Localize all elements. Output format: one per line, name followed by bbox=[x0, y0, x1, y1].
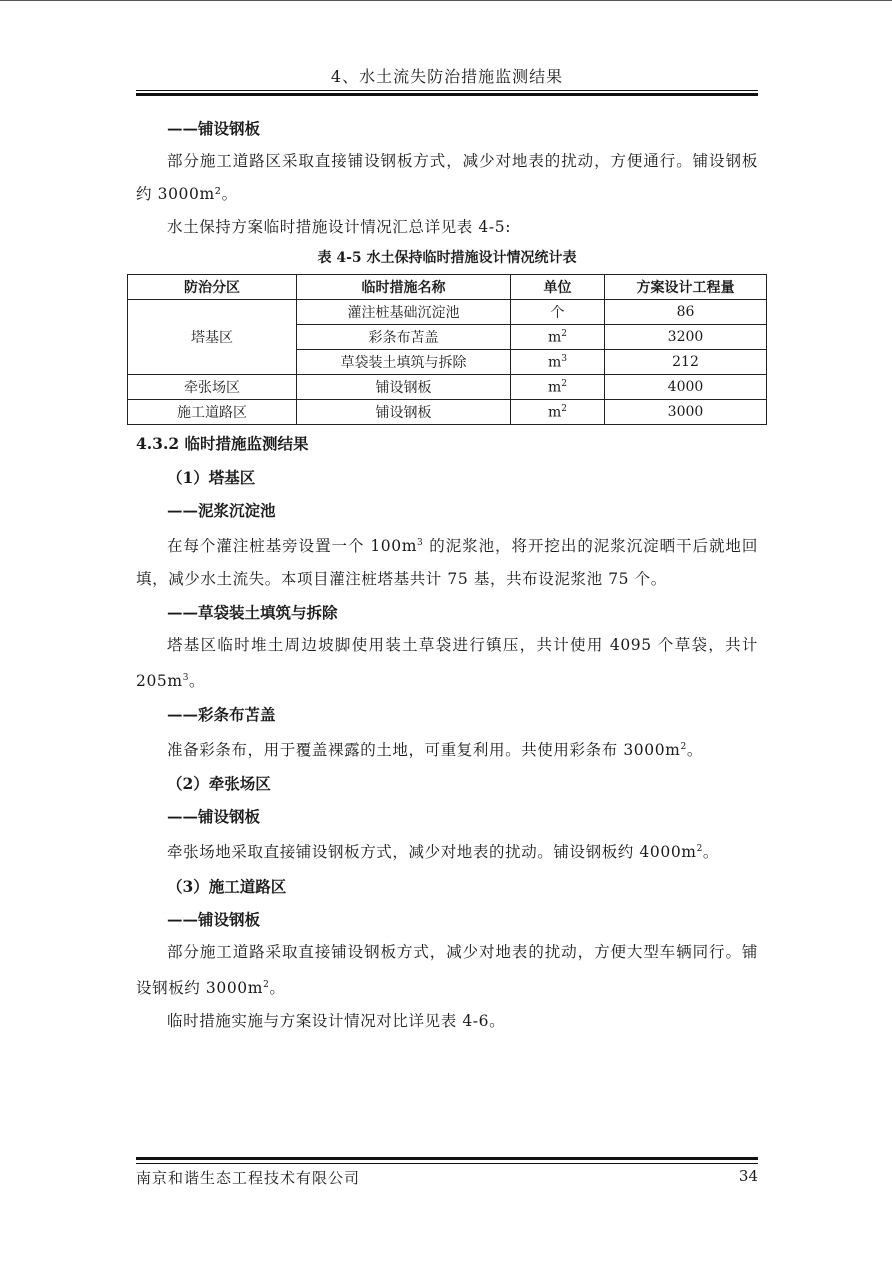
page-content bbox=[136, 112, 758, 1038]
closing-paragraph: 临时措施实施与方案设计情况对比详见表 4-6。 bbox=[167, 1011, 506, 1030]
subsection-tower-base: （1）塔基区 bbox=[167, 468, 256, 487]
footer-rule-thin bbox=[136, 1163, 758, 1164]
page-header-title: 4、水土流失防治措施监测结果 bbox=[330, 67, 564, 86]
text-part: 。 bbox=[269, 978, 286, 997]
heading-steel-plate-road: ——铺设钢板 bbox=[167, 909, 261, 929]
page-number: 34 bbox=[738, 1167, 758, 1185]
heading-sandbag: ——草袋装土填筑与拆除 bbox=[167, 603, 338, 623]
paragraph-sandbag bbox=[136, 629, 758, 698]
measures-table bbox=[127, 274, 767, 425]
cell-quantity: 86 bbox=[605, 300, 767, 325]
unit-base: 个 bbox=[550, 305, 565, 321]
superscript: 2 bbox=[696, 844, 703, 855]
unit-exponent: 2 bbox=[561, 403, 567, 414]
cell-zone: 施工道路区 bbox=[128, 400, 297, 425]
superscript: 2 bbox=[263, 979, 270, 990]
cell-unit bbox=[511, 350, 605, 375]
intro-paragraph-1: 部分施工道路区采取直接铺设钢板方式，减少对地表的扰动，方便通行。铺设钢板约 3000m²。 bbox=[136, 152, 758, 203]
text-part: 。 bbox=[189, 672, 206, 691]
table-row bbox=[128, 300, 767, 325]
cell-quantity: 212 bbox=[605, 350, 767, 375]
paragraph-mud-pond bbox=[136, 527, 758, 596]
cell-quantity: 3200 bbox=[605, 325, 767, 350]
text-part: 。 bbox=[686, 741, 703, 760]
paragraph-steel-plate-tension bbox=[136, 833, 758, 869]
subsection-construction-road: （3）施工道路区 bbox=[167, 876, 287, 896]
header-measure: 临时措施名称 bbox=[297, 275, 511, 300]
cell-unit bbox=[511, 400, 605, 425]
footer-rule-thick bbox=[136, 1157, 758, 1160]
text-part: 。 bbox=[702, 843, 720, 862]
cell-measure: 铺设钢板 bbox=[297, 375, 511, 400]
unit-base: m bbox=[547, 329, 562, 346]
text-part: 在每个灌注桩基旁设置一个 100m bbox=[167, 537, 418, 556]
text-part: 准备彩条布，用于覆盖裸露的土地，可重复利用。共使用彩条布 3000m bbox=[167, 741, 681, 760]
unit-exponent: 3 bbox=[561, 353, 567, 364]
cell-unit bbox=[511, 325, 605, 350]
unit-base: m bbox=[547, 354, 562, 371]
heading-mud-pond: ——泥浆沉淀池 bbox=[167, 501, 276, 520]
footer-company: 南京和谐生态工程技术有限公司 bbox=[136, 1169, 361, 1187]
heading-steel-plate-tension: ——铺设钢板 bbox=[167, 807, 261, 827]
paragraph-steel-plate-road bbox=[136, 936, 758, 1005]
superscript: 3 bbox=[417, 538, 424, 548]
header-quantity: 方案设计工程量 bbox=[605, 275, 767, 300]
table-caption: 表 4-5 水土保持临时措施设计情况统计表 bbox=[317, 250, 577, 266]
text-part: 部分施工道路采取直接铺设钢板方式，减少对地表的扰动，方便大型车辆同行。铺设钢板约 3000m bbox=[136, 942, 758, 997]
text-part: 牵张场地采取直接铺设钢板方式，减少对地表的扰动。铺设钢板约 4000m bbox=[167, 843, 697, 862]
header-zone: 防治分区 bbox=[128, 275, 297, 300]
header-rule-thin bbox=[136, 90, 758, 91]
section-title: 4.3.2 临时措施监测结果 bbox=[136, 434, 309, 453]
superscript: 2 bbox=[680, 742, 687, 753]
header-unit: 单位 bbox=[511, 275, 605, 300]
page-top-border bbox=[0, 0, 892, 4]
cell-quantity: 3000 bbox=[605, 400, 767, 425]
table-header-row bbox=[128, 275, 767, 300]
unit-base: m bbox=[547, 379, 562, 396]
cell-zone: 塔基区 bbox=[128, 300, 297, 375]
cell-unit bbox=[511, 300, 605, 325]
heading-tarp: ——彩条布苫盖 bbox=[167, 705, 276, 725]
cell-unit bbox=[511, 375, 605, 400]
cell-measure: 铺设钢板 bbox=[297, 400, 511, 425]
unit-base: m bbox=[547, 404, 562, 421]
cell-measure: 草袋装土填筑与拆除 bbox=[297, 350, 511, 375]
unit-exponent: 2 bbox=[561, 328, 567, 339]
unit-exponent: 2 bbox=[561, 378, 567, 389]
text-part: 的泥浆池，将开挖出的泥浆沉淀晒干后就地回填，减少水土流失。本项目灌注桩塔基共计 75 基，共布设泥浆池 75 个。 bbox=[136, 537, 758, 589]
table-row bbox=[128, 375, 767, 400]
header-rule-thick bbox=[136, 93, 758, 96]
superscript: 3 bbox=[182, 673, 190, 684]
text-part: 塔基区临时堆土周边坡脚使用装土草袋进行镇压，共计使用 4095 个草袋，共计 205m bbox=[136, 636, 758, 691]
cell-quantity: 4000 bbox=[605, 375, 767, 400]
paragraph-tarp bbox=[136, 731, 758, 767]
cell-measure: 灌注桩基础沉淀池 bbox=[297, 300, 511, 325]
cell-zone: 牵张场区 bbox=[128, 375, 297, 400]
intro-heading: ——铺设钢板 bbox=[167, 119, 261, 138]
cell-measure: 彩条布苫盖 bbox=[297, 325, 511, 350]
subsection-tension-field: （2）牵张场区 bbox=[167, 774, 271, 794]
table-row bbox=[128, 400, 767, 425]
intro-paragraph-2: 水土保持方案临时措施设计情况汇总详见表 4-5: bbox=[167, 218, 512, 236]
